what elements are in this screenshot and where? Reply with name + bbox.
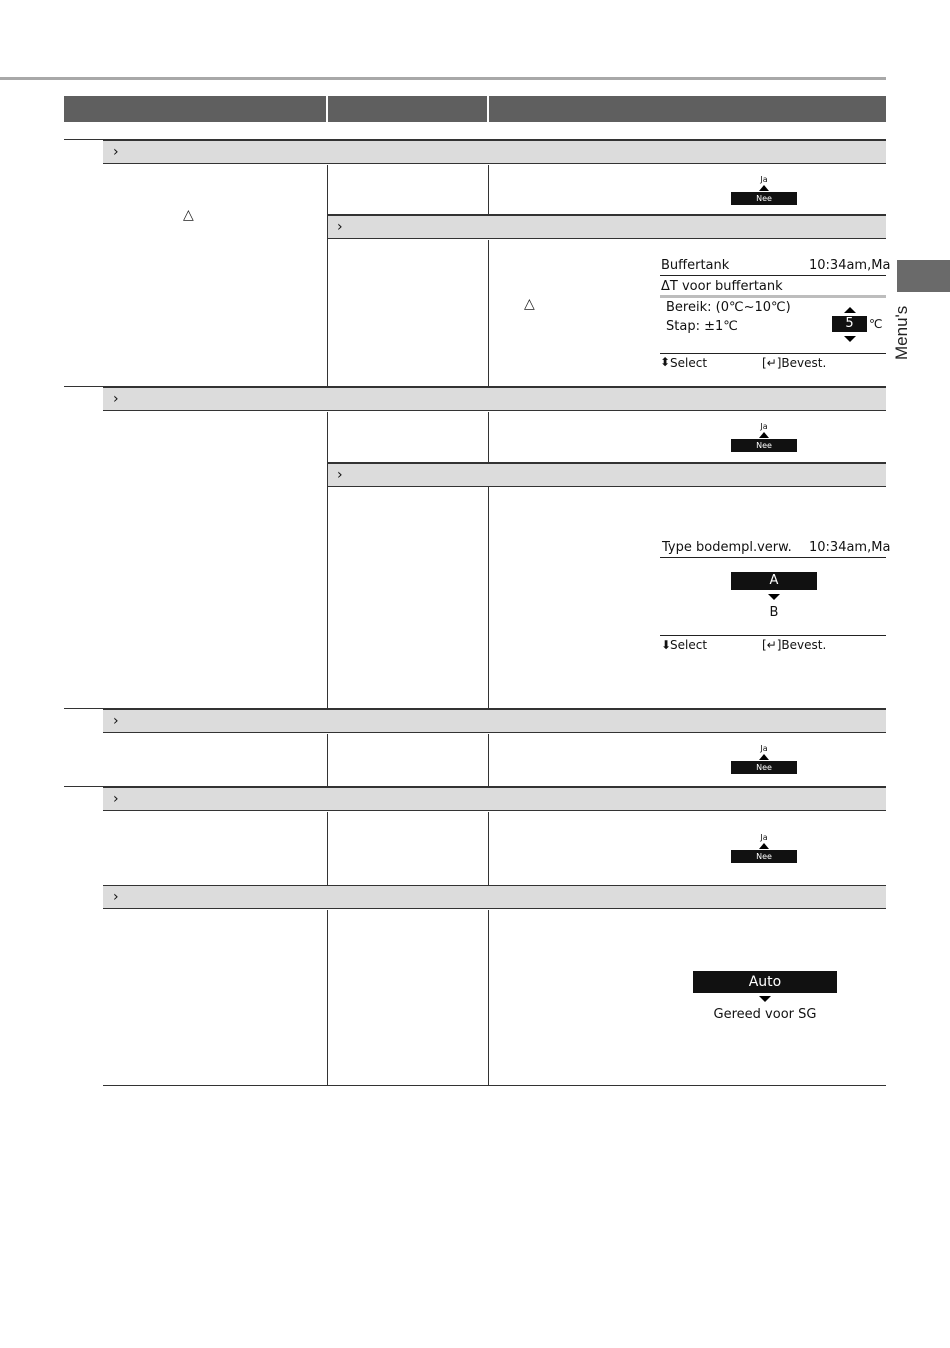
table-rule — [103, 1085, 886, 1086]
screen-rule — [660, 635, 886, 636]
yes-option: Ja — [760, 175, 768, 184]
buffer-tank-screen — [660, 258, 891, 373]
section-header — [327, 463, 886, 487]
yes-no-selector — [731, 422, 797, 456]
triangle-icon: △ — [524, 296, 535, 312]
screen-rule — [660, 295, 886, 298]
screen-time: 10:34am,Ma — [809, 258, 891, 273]
option-other: B — [769, 605, 779, 620]
column-rule — [488, 165, 489, 215]
option-selected: A — [731, 572, 817, 590]
column-rule — [327, 910, 328, 1085]
section-header — [103, 885, 886, 909]
triangle-icon: △ — [183, 207, 194, 223]
chevron-right-icon: › — [337, 467, 343, 483]
yes-option: Ja — [760, 422, 768, 431]
yes-no-selector — [731, 744, 797, 778]
header-separator — [487, 96, 489, 122]
arrow-down-icon — [759, 996, 771, 1002]
chevron-right-icon: › — [113, 144, 119, 160]
footer-confirm: [↵]Bevest. — [762, 638, 827, 652]
column-rule — [327, 812, 328, 885]
screen-subtitle: ΔT voor buffertank — [661, 279, 783, 294]
step-text: Stap: ±1℃ — [666, 319, 738, 334]
range-text: Bereik: (0℃~10℃) — [666, 300, 791, 315]
updown-arrow-icon: ⬍ — [660, 355, 671, 369]
no-option-selected: Nee — [731, 439, 797, 452]
chevron-right-icon: › — [113, 391, 119, 407]
chevron-right-icon: › — [337, 219, 343, 235]
screen-rule — [660, 353, 886, 354]
footer-confirm: [↵]Bevest. — [762, 356, 827, 370]
header-separator — [326, 96, 328, 122]
column-rule — [488, 240, 489, 386]
yes-option: Ja — [760, 744, 768, 753]
arrow-up-icon — [759, 843, 769, 849]
side-tab — [897, 260, 950, 292]
down-arrow-icon: ⬇ — [661, 638, 672, 652]
column-rule — [488, 412, 489, 463]
chevron-right-icon: › — [113, 713, 119, 729]
table-header — [64, 96, 886, 122]
option-other: Gereed voor SG — [713, 1007, 817, 1022]
floor-heating-screen — [660, 540, 891, 655]
column-rule — [327, 412, 328, 708]
arrow-down-icon — [844, 336, 856, 342]
top-rule — [0, 77, 886, 80]
screen-title: Type bodempl.verw. — [662, 540, 792, 555]
side-tab-label: Menu's — [892, 305, 911, 360]
column-rule — [488, 910, 489, 1085]
column-rule — [488, 734, 489, 786]
footer-select: Select — [670, 356, 708, 370]
section-header — [103, 140, 886, 164]
screen-title: Buffertank — [661, 258, 730, 273]
arrow-up-icon — [759, 185, 769, 191]
no-option-selected: Nee — [731, 761, 797, 774]
arrow-up-icon — [844, 307, 856, 313]
column-rule — [488, 487, 489, 708]
arrow-up-icon — [759, 432, 769, 438]
section-header — [103, 709, 886, 733]
value-box: 5 — [832, 316, 867, 332]
chevron-right-icon: › — [113, 889, 119, 905]
screen-rule — [660, 557, 886, 558]
sg-ready-selector — [692, 971, 838, 1027]
no-option-selected: Nee — [731, 192, 797, 205]
yes-option: Ja — [760, 833, 768, 842]
arrow-down-icon — [768, 594, 780, 600]
section-header — [327, 215, 886, 239]
column-rule — [327, 734, 328, 786]
column-rule — [488, 812, 489, 885]
column-rule — [327, 165, 328, 386]
footer-select: Select — [670, 638, 708, 652]
screen-time: 10:34am,Ma — [809, 540, 891, 555]
screen-rule — [660, 275, 886, 276]
unit-label: ℃ — [869, 317, 883, 331]
option-selected: Auto — [693, 971, 837, 993]
section-header — [103, 787, 886, 811]
yes-no-selector — [731, 833, 797, 867]
chevron-right-icon: › — [113, 791, 119, 807]
no-option-selected: Nee — [731, 850, 797, 863]
arrow-up-icon — [759, 754, 769, 760]
yes-no-selector — [731, 175, 797, 209]
section-header — [103, 387, 886, 411]
